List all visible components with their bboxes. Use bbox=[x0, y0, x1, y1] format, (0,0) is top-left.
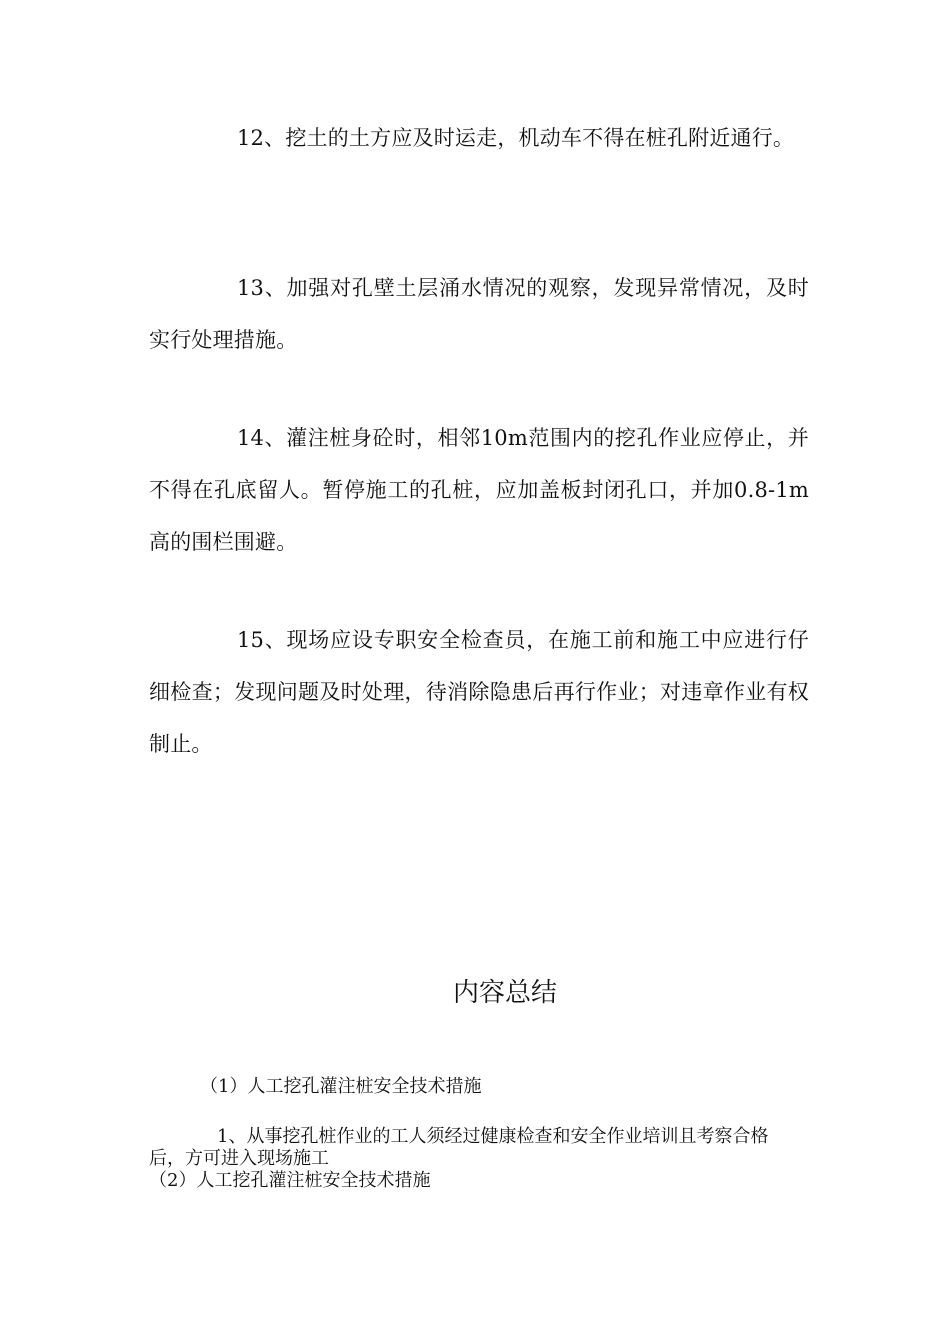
summary-item-2: （2）人工挖孔灌注桩安全技术措施 bbox=[149, 1170, 431, 1191]
paragraph-14: 14、灌注桩身砼时，相邻10m范围内的挖孔作业应停止，并不得在孔底留人。暂停施工的孔桩，应加盖板封闭孔口，并加0.8-1m高的围栏围避。 bbox=[149, 426, 809, 554]
paragraph-15: 15、现场应设专职安全检查员，在施工前和施工中应进行仔细检查；发现问题及时处理，待消除隐患后再行作业；对违章作业有权制止。 bbox=[149, 628, 809, 756]
paragraph-13: 13、加强对孔壁土层涌水情况的观察，发现异常情况，及时实行处理措施。 bbox=[149, 276, 809, 352]
summary-title: 内容总结 bbox=[452, 978, 557, 1008]
summary-item-1-detail: 1、从事挖孔桩作业的工人须经过健康检查和安全作业培训且考察合格后，方可进入现场施工 bbox=[149, 1126, 769, 1169]
summary-item-1: （1）人工挖孔灌注桩安全技术措施 bbox=[200, 1076, 482, 1097]
paragraph-12: 12、挖土的土方应及时运走，机动车不得在桩孔附近通行。 bbox=[237, 126, 795, 150]
